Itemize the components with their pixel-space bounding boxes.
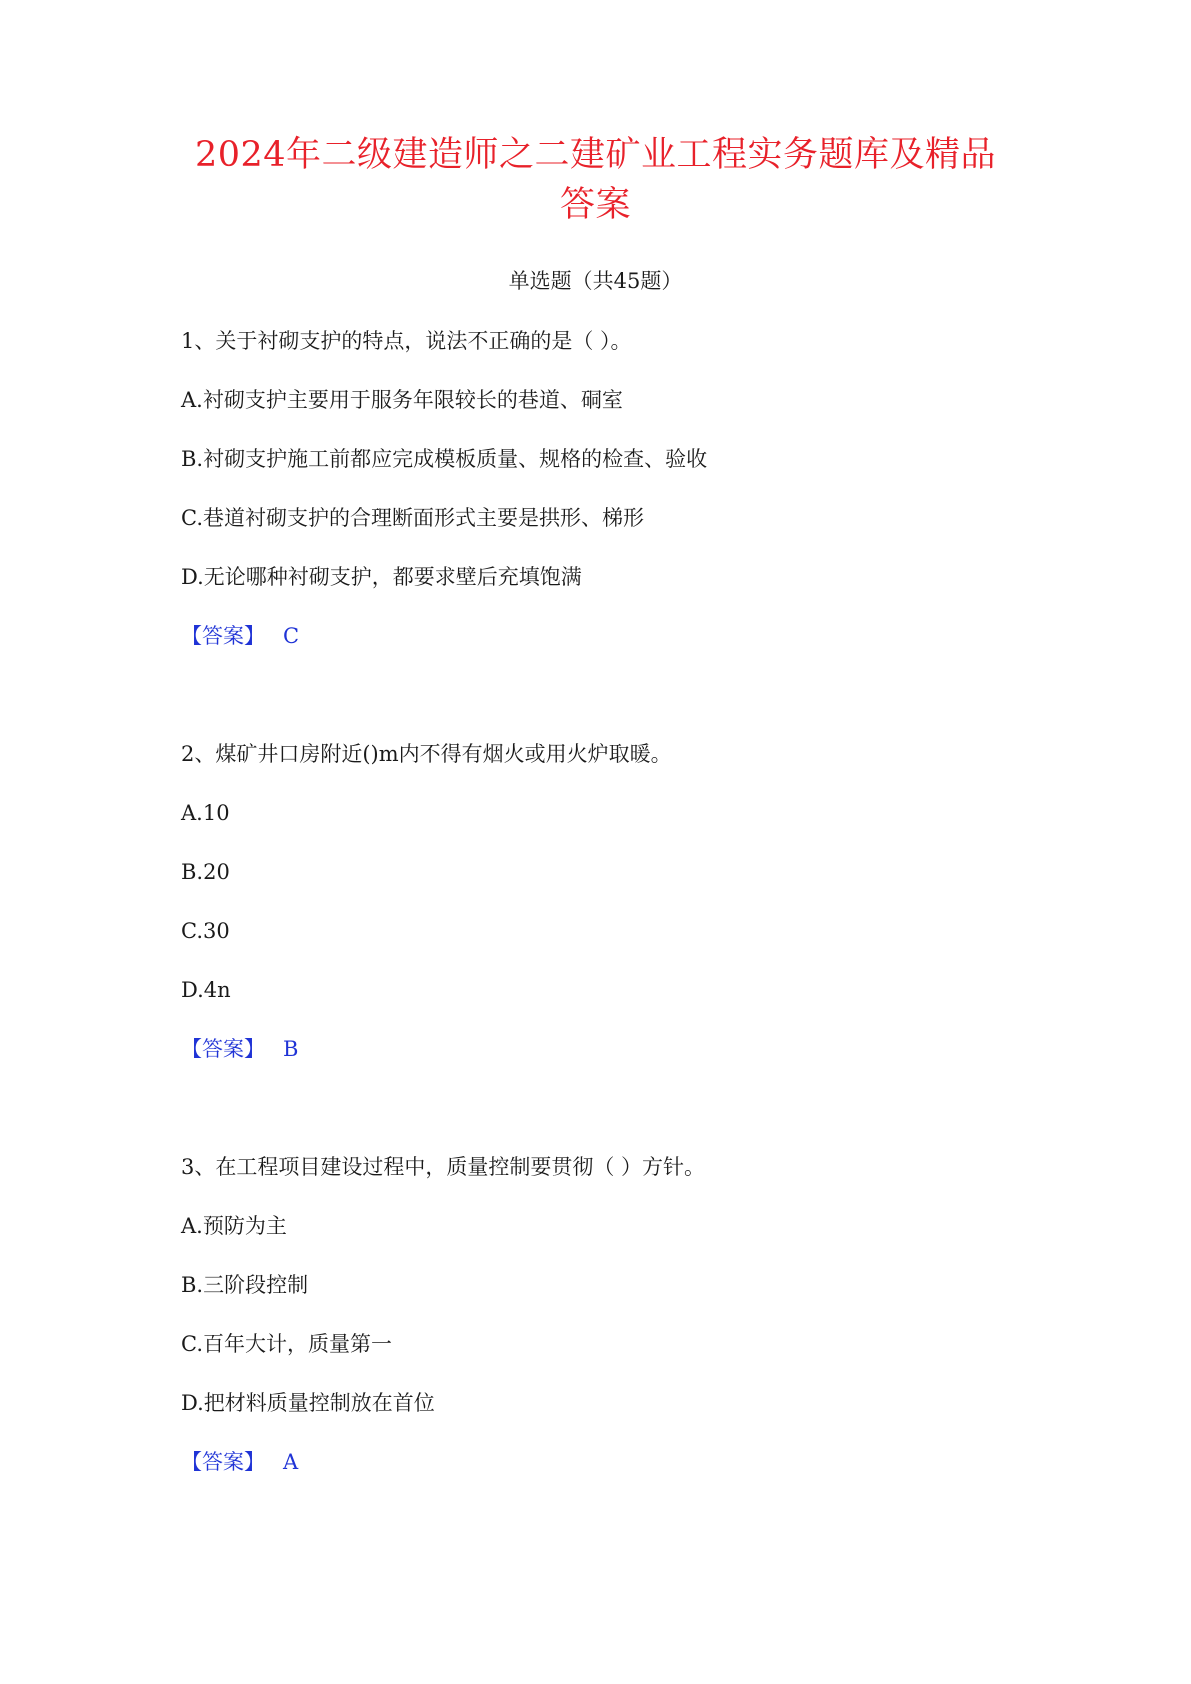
question-3-stem: 3、在工程项目建设过程中，质量控制要贯彻（ ）方针。 (181, 1155, 706, 1179)
question-1-option-a: A.衬砌支护主要用于服务年限较长的巷道、硐室 (181, 388, 623, 412)
question-2-option-b: B.20 (181, 860, 230, 884)
title-line-2: 答案 (559, 185, 631, 225)
question-2-option-c: C.30 (181, 919, 230, 943)
document-title (0, 130, 1191, 230)
question-1-option-b: B.衬砌支护施工前都应完成模板质量、规格的检查、验收 (181, 447, 708, 471)
question-3-option-a: A.预防为主 (181, 1214, 287, 1238)
question-1-option-c: C.巷道衬砌支护的合理断面形式主要是拱形、梯形 (181, 506, 644, 530)
answer-label: 【答案】 (181, 624, 265, 648)
question-2-stem: 2、煤矿井口房附近()m内不得有烟火或用火炉取暖。 (181, 742, 672, 766)
question-3-answer (181, 1447, 298, 1477)
question-1-stem: 1、关于衬砌支护的特点，说法不正确的是（ ）。 (181, 329, 632, 353)
question-2-answer (181, 1034, 298, 1064)
answer-value: C (283, 624, 300, 648)
question-2-option-a: A.10 (181, 801, 230, 825)
section-heading: 单选题（共45题） (508, 269, 683, 293)
question-1-option-d: D.无论哪种衬砌支护，都要求壁后充填饱满 (181, 565, 582, 589)
question-3-option-b: B.三阶段控制 (181, 1273, 309, 1297)
question-3-option-d: D.把材料质量控制放在首位 (181, 1391, 435, 1415)
question-3-option-c: C.百年大计，质量第一 (181, 1332, 392, 1356)
question-2-option-d: D.4n (181, 978, 231, 1002)
answer-value: A (283, 1450, 299, 1474)
answer-label: 【答案】 (181, 1037, 265, 1061)
answer-label: 【答案】 (181, 1450, 265, 1474)
answer-value: B (283, 1037, 299, 1061)
title-line-1: 2024年二级建造师之二建矿业工程实务题库及精品 (194, 135, 997, 175)
question-1-answer (181, 621, 299, 651)
